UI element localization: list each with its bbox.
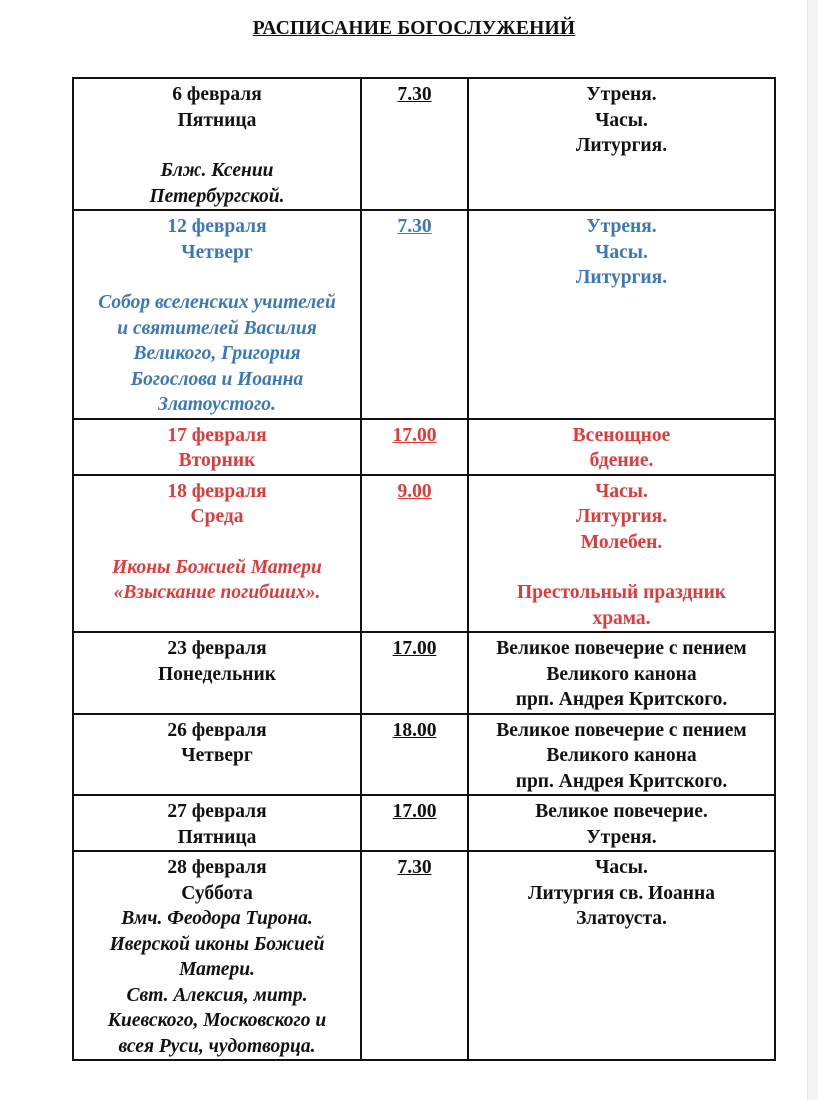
- services-cell: [468, 714, 775, 796]
- service: Утреня.: [586, 84, 657, 105]
- services-cell: [468, 795, 775, 851]
- service-time: 18.00: [392, 719, 437, 741]
- service: Литургия св. Иоанна: [527, 882, 716, 904]
- date: 23 февраля: [167, 638, 267, 659]
- table-row: [73, 475, 775, 633]
- time-cell: [361, 795, 468, 851]
- date: 27 февраля: [167, 801, 267, 822]
- service-time: 17.00: [392, 424, 437, 446]
- service-time: 17.00: [392, 801, 437, 822]
- weekday: Пятница: [177, 826, 257, 848]
- date: 6 февраля: [172, 84, 262, 105]
- feast-note: Блж. Ксении: [160, 160, 274, 181]
- weekday: Четверг: [181, 745, 253, 766]
- service: Часы.: [595, 857, 648, 878]
- service: Литургия.: [575, 506, 668, 527]
- patronal-feast: Престольный праздник: [516, 582, 727, 603]
- date-cell: [73, 714, 361, 796]
- date: 26 февраля: [167, 719, 267, 741]
- services-cell: [468, 78, 775, 210]
- service: прп. Андрея Критского.: [515, 770, 728, 792]
- service: Всенощное: [572, 424, 671, 446]
- service: Великое повечерие.: [535, 801, 708, 822]
- date-cell: [73, 210, 361, 419]
- service-time: 17.00: [392, 638, 437, 659]
- service: бдение.: [589, 450, 654, 471]
- weekday: Четверг: [181, 241, 253, 263]
- schedule-table: [72, 77, 776, 1061]
- service: Литургия.: [575, 135, 668, 156]
- weekday: Суббота: [181, 882, 253, 904]
- service: прп. Андрея Критского.: [515, 689, 728, 710]
- service: Часы.: [595, 241, 648, 263]
- service: Утреня.: [586, 826, 657, 848]
- date-cell: [73, 851, 361, 1060]
- table-row: [73, 78, 775, 210]
- table-row: [73, 632, 775, 714]
- feast-note: Иконы Божией Матери: [112, 556, 322, 578]
- page-edge: [807, 0, 818, 1100]
- feast-note: Богослова и Иоанна: [130, 368, 304, 390]
- time-cell: [361, 632, 468, 714]
- date-cell: [73, 632, 361, 714]
- time-cell: [361, 475, 468, 633]
- feast-note: Киевского, Московского и: [107, 1010, 327, 1031]
- table-row: [73, 714, 775, 796]
- services-cell: [468, 851, 775, 1060]
- feast-note: Петербургской.: [149, 185, 285, 207]
- service-time: 7.30: [397, 216, 432, 237]
- service: Великое повечерие с пением: [496, 719, 747, 741]
- date: 18 февраля: [167, 480, 267, 502]
- date-cell: [73, 78, 361, 210]
- feast-note: Собор вселенских учителей: [98, 292, 336, 313]
- table-row: [73, 419, 775, 475]
- weekday: Понедельник: [157, 663, 277, 685]
- time-cell: [361, 210, 468, 419]
- feast-note: всея Руси, чудотворца.: [118, 1035, 316, 1057]
- service-time: 7.30: [397, 857, 432, 878]
- weekday: Пятница: [177, 109, 257, 131]
- services-cell: [468, 419, 775, 475]
- date: 28 февраля: [167, 857, 267, 878]
- patronal-feast: храма.: [592, 607, 651, 629]
- service: Часы.: [595, 480, 648, 502]
- service-time: 9.00: [397, 480, 432, 502]
- services-cell: [468, 632, 775, 714]
- feast-note: и святителей Василия: [117, 317, 317, 339]
- service: Часы.: [595, 109, 648, 131]
- date: 12 февраля: [167, 216, 267, 237]
- page-title: РАСПИСАНИЕ БОГОСЛУЖЕНИЙ: [252, 18, 576, 39]
- service: Утреня.: [586, 216, 657, 237]
- service: Великое повечерие с пением: [496, 638, 747, 659]
- service: Великого канона: [546, 745, 697, 766]
- weekday: Вторник: [178, 450, 256, 471]
- weekday: Среда: [190, 506, 244, 527]
- service-time: 7.30: [397, 84, 432, 105]
- time-cell: [361, 714, 468, 796]
- service: Молебен.: [580, 531, 663, 553]
- feast-note: Вмч. Феодора Тирона.: [121, 908, 313, 929]
- services-cell: [468, 475, 775, 633]
- table-row: [73, 210, 775, 419]
- feast-note: Златоустого.: [158, 394, 276, 415]
- date: 17 февраля: [167, 424, 267, 446]
- services-cell: [468, 210, 775, 419]
- table-row: [73, 851, 775, 1060]
- service: Златоуста.: [576, 908, 667, 929]
- time-cell: [361, 78, 468, 210]
- date-cell: [73, 795, 361, 851]
- feast-note: Великого, Григория: [133, 343, 301, 364]
- feast-note: Матери.: [179, 959, 255, 980]
- time-cell: [361, 419, 468, 475]
- service: Великого канона: [546, 663, 697, 685]
- time-cell: [361, 851, 468, 1060]
- feast-note: «Взыскание погибших».: [113, 582, 321, 603]
- service: Литургия.: [575, 267, 668, 288]
- feast-note: Иверской иконы Божией: [109, 933, 325, 955]
- table-row: [73, 795, 775, 851]
- date-cell: [73, 475, 361, 633]
- date-cell: [73, 419, 361, 475]
- feast-note: Свт. Алексия, митр.: [126, 984, 308, 1006]
